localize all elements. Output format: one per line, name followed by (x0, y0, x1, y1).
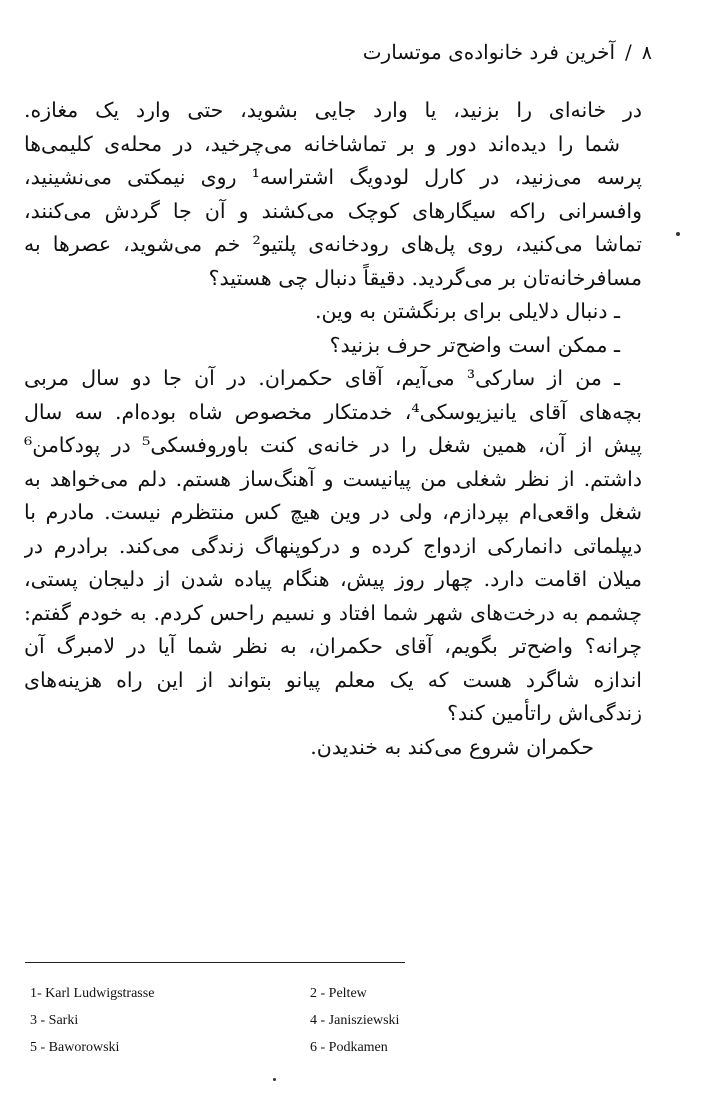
text-line: پرسه می‌زنید، در کارل لودویگ اشتراسه¹ روی نیمکتی می‌نشینید، (24, 165, 642, 189)
footnote: 1- Karl Ludwigstrasse (30, 986, 155, 1001)
text-line: زندگی‌اش راتأمین کند؟ (447, 701, 642, 725)
text-line: شما را دیده‌اند دور و بر تماشاخانه می‌چرخید، در محله‌ی کلیمی‌ها (24, 131, 620, 156)
footnote: 3 - Sarki (30, 1013, 79, 1028)
text-line: داشتم. از نظر شغلی من پیانیست و آهنگ‌ساز هستم. دلم می‌خواهد به (24, 466, 642, 491)
footnote: 2 - Peltew (310, 986, 367, 1001)
text-line: در خانه‌ای را بزنید، یا وارد جایی بشوید، حتی وارد یک مغازه. (24, 98, 642, 122)
header-separator: / (625, 40, 632, 64)
text-line: پیش از آن، همین شغل را در خانه‌ی کنت باوروفسکی⁵ در پودکامن⁶ (24, 433, 642, 457)
footnote: 5 - Baworowski (30, 1040, 120, 1055)
footnote-row (30, 1034, 450, 1061)
footnote-row (30, 1007, 450, 1034)
text-line: میلان اقامت دارد. چهار روز پیش، هنگام پیاده شدن از دلیجان پستی، (24, 567, 642, 591)
footnote: 4 - Janisziewski (310, 1013, 400, 1028)
footnotes (30, 980, 450, 1061)
text-line: دیپلماتی دانمارکی ازدواج کرده و درکوپنهاگ زندگی می‌کند. برادرم در (24, 533, 642, 558)
text-line: اندازه شاگرد هست که یک معلم پیانو بتواند از این راه هزینه‌های (24, 667, 642, 692)
text-line: شغل واقعی‌ام بپردازم، ولی در وین هیچ کس منتظرم نیست. مادرم با (24, 500, 642, 524)
body-text (24, 94, 642, 764)
footnote-divider (25, 962, 405, 963)
footnote: 6 - Podkamen (310, 1040, 388, 1055)
text-line: ـ من از سارکی³ می‌آیم، آقای حکمران. در آن جا دو سال مربی (24, 366, 621, 390)
text-line: ـ دنبال دلایلی برای برنگشتن به وین. (315, 299, 620, 323)
text-line: تماشا می‌کنید، روی پل‌های رودخانه‌ی پلتیو² خم می‌شوید، عصرها به (24, 232, 642, 256)
scan-speck (273, 1078, 276, 1081)
text-line: چشمم به درخت‌های شهر شما افتاد و نسیم راحس کردم. به خودم گفتم: (24, 600, 642, 625)
book-title: آخرین فرد خانواده‌ی موتسارت (362, 40, 616, 64)
text-line: حکمران شروع می‌کند به خندیدن. (310, 734, 594, 759)
text-line: مسافرخانه‌تان بر می‌گردید. دقیقاً دنبال چی هستید؟ (208, 265, 642, 290)
text-line: چرانه؟ واضح‌تر بگویم، آقای حکمران، به نظر شما آیا در لامبرگ آن (24, 634, 642, 658)
text-line: وافسرانی راکه سیگارهای کوچک می‌کشند و آن جا گردش می‌کنند، (24, 198, 642, 223)
page-number: ۸ (641, 42, 652, 64)
text-line: بچه‌های آقای یانیزیوسکی⁴، خدمتکار مخصوص شاه بوده‌ام. سه سال (24, 399, 642, 424)
page-header (363, 40, 652, 64)
footnote-row (30, 980, 450, 1007)
text-line: ـ ممکن است واضح‌تر حرف بزنید؟ (329, 332, 620, 357)
scan-speck (676, 232, 680, 236)
